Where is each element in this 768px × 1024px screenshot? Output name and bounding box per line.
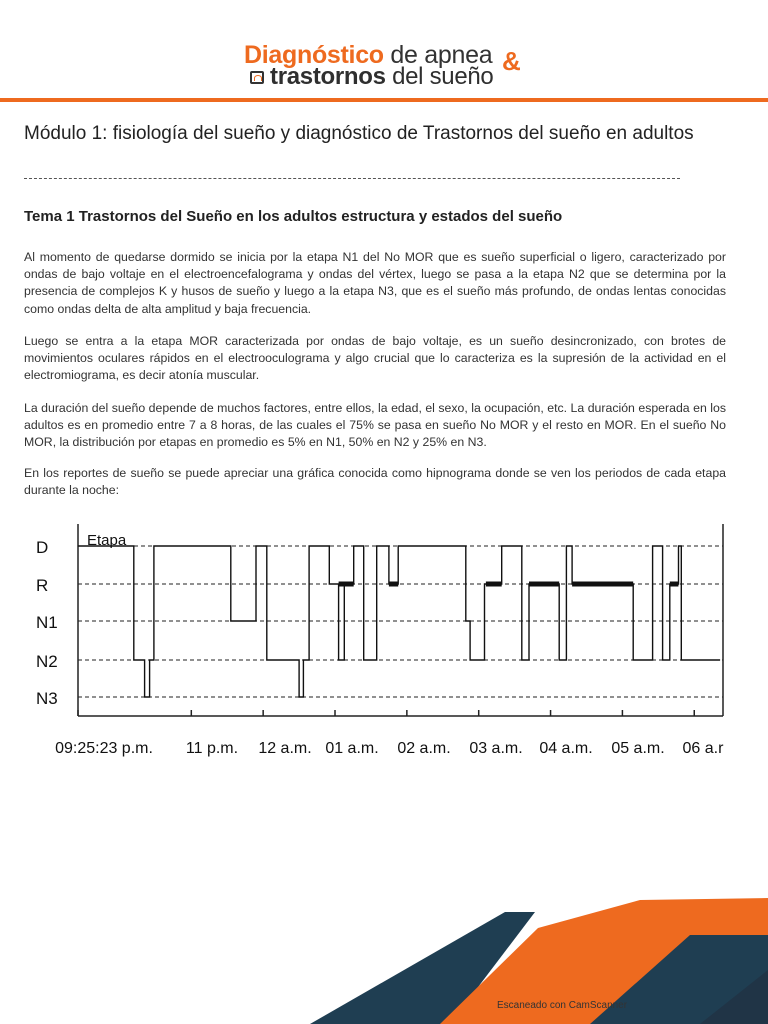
dashed-divider	[24, 178, 680, 179]
hypnogram-chart	[0, 510, 768, 772]
paragraph-rem: Luego se entra a la etapa MOR caracterizada por ondas de bajo voltaje, es un sueño desincronizado, con brotes de movimientos oculares rápidos en el electrooculograma y algo crucial que lo caracteriza es la supresión de la actividad en el electromiograma, es decir atonía muscular.	[24, 334, 726, 383]
x-tick-label-1: 11 p.m.	[185, 740, 239, 757]
x-tick-label-2: 12 a.m.	[258, 740, 312, 757]
topic-title: Tema 1 Trastornos del Sueño en los adultos estructura y estados del sueño	[24, 208, 563, 225]
logo-word-sueno: del sueño	[385, 63, 494, 90]
x-tick-label-7: 05 a.m.	[611, 740, 665, 757]
y-tick-label-r: R	[36, 576, 49, 595]
logo-line-2	[270, 64, 493, 90]
x-tick-label-6: 04 a.m.	[539, 740, 593, 757]
y-tick-label-n3: N3	[36, 689, 58, 708]
logo-word-trastornos: trastornos	[270, 63, 386, 90]
hypnogram-line-0	[78, 546, 720, 697]
paragraph-duration: La duración del sueño depende de muchos factores, entre ellos, la edad, el sexo, la ocupación, etc. La duración esperada en los adultos es en promedio entre 7 a 8 horas, de las cuales el 75% se pasa en sueño No MOR y el resto en MOR. En el sueño No MOR, la distribución por etapas en promedio es 5% en N1, 50% en N2 y 25% en N3.	[24, 401, 726, 450]
y-tick-label-n1: N1	[36, 613, 58, 632]
y-axis-title: Etapa	[87, 532, 127, 549]
x-tick-label-5: 03 a.m.	[469, 740, 523, 757]
logo-ampersand: &	[502, 46, 521, 76]
sleep-device-icon	[250, 71, 264, 84]
paragraph-sleep-stages: Al momento de quedarse dormido se inicia por la etapa N1 del No MOR que es sueño superficial o ligero, caracterizado por ondas de bajo voltaje en el electroencefalograma y ondas del vértex, luego se pasa a la etapa N2 que se determina por la presencia de complejos K y husos de sueño y luego a la etapa N3, que es el sueño más profundo, de ondas lentas conocidas como ondas delta de alta amplitud y baja frecuencia.	[24, 250, 726, 316]
x-tick-label-0: 09:25:23 p.m.	[55, 740, 153, 757]
scanner-watermark: Escaneado con CamScanner	[497, 1000, 628, 1011]
x-tick-label-3: 01 a.m.	[325, 740, 379, 757]
logo-word-apnea: de apnea	[383, 41, 493, 69]
hypnogram-series	[78, 546, 720, 697]
paragraph-hypnogram-intro: En los reportes de sueño se puede apreciar una gráfica conocida como hipnograma donde se ven los periodos de cada etapa durante la noche:	[24, 466, 726, 498]
x-tick-label-4: 02 a.m.	[397, 740, 451, 757]
grid-lines	[78, 546, 723, 697]
x-ticks	[78, 710, 694, 716]
logo-word-diagnostico: Diagnóstico	[244, 41, 384, 69]
logo	[244, 42, 544, 92]
x-tick-label-8: 06 a.r	[682, 740, 724, 757]
header-orange-rule	[0, 98, 768, 102]
module-title: Módulo 1: fisiología del sueño y diagnóstico de Trastornos del sueño en adultos	[24, 123, 694, 144]
chart-frame	[78, 524, 723, 716]
header	[0, 0, 768, 100]
y-tick-label-d: D	[36, 538, 49, 557]
y-tick-labels	[36, 538, 58, 708]
y-tick-label-n2: N2	[36, 652, 58, 671]
footer-decoration	[0, 880, 768, 1024]
x-tick-labels	[55, 740, 724, 757]
